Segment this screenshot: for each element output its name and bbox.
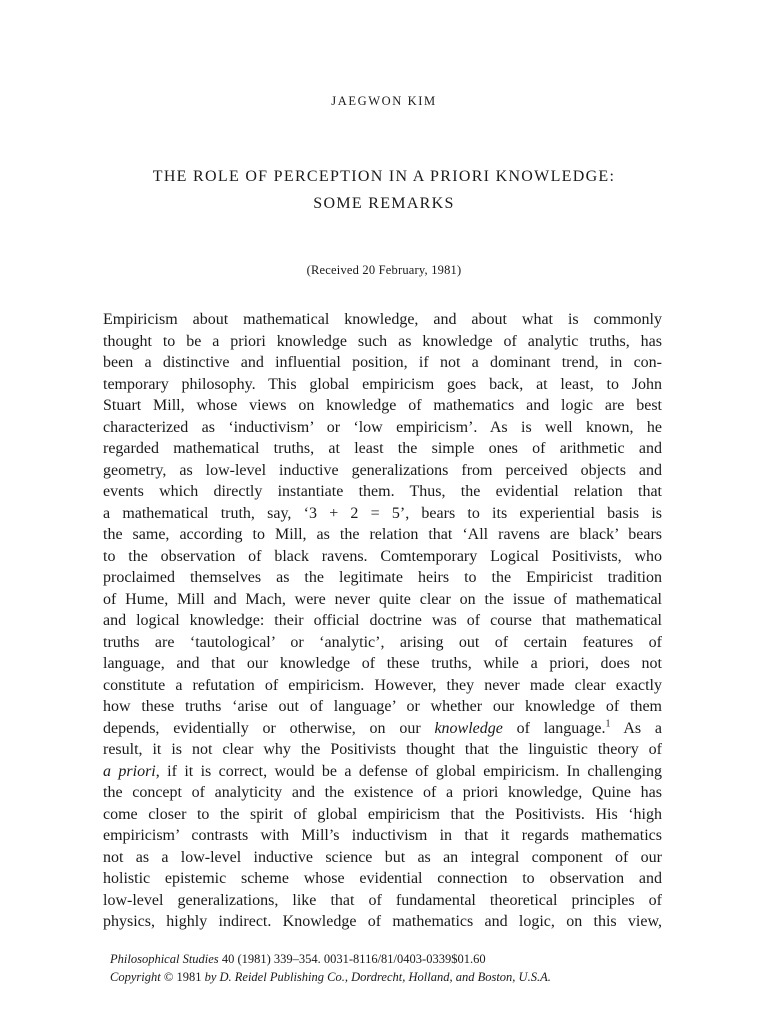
body-line: a mathematical truth, say, ‘3 + 2 = 5’, bears to its experiential basis is xyxy=(103,504,662,522)
body-line: to the observation of black ravens. Comtemporary Logical Positivists, who xyxy=(103,547,662,565)
body-line: not as a low-level inductive science but as an integral component of our xyxy=(103,848,662,866)
line-20-before: depends, evidentially or otherwise, on our xyxy=(103,719,435,737)
line-20-tail: As a xyxy=(610,719,663,737)
body-line: Stuart Mill, whose views on knowledge of mathematics and logic are best xyxy=(103,397,662,414)
body-line: how these truths ‘arise out of language’ or whether our knowledge of them xyxy=(103,698,662,715)
body-line: come closer to the spirit of global empiricism that the Positivists. His ‘high xyxy=(103,805,662,823)
body-line: empiricism’ contrasts with Mill’s inductivism in that it regards mathematics xyxy=(103,827,662,844)
title-line-2: SOME REMARKS xyxy=(313,195,455,212)
citation-line xyxy=(110,950,670,968)
emphasis-a-priori: a priori xyxy=(103,762,156,780)
body-line-with-italic xyxy=(103,761,662,783)
body-line: temporary philosophy. This global empiricism goes back, at least, to John xyxy=(103,375,662,393)
line-20-after: of language. xyxy=(502,719,606,737)
body-line: proclaimed themselves as the legitimate heirs to the Empiricist tradition xyxy=(103,569,662,586)
body-line: language, and that our knowledge of these truths, while a priori, does not xyxy=(103,655,662,672)
copyright-label: Copyright xyxy=(110,970,161,984)
body-line: Empiricism about mathematical knowledge, and about what is commonly xyxy=(103,311,662,328)
emphasis-knowledge: knowledge xyxy=(434,719,503,737)
body-line: regarded mathematical truths, at least the simple ones of arithmetic and xyxy=(103,440,662,457)
body-line: of Hume, Mill and Mach, were never quite clear on the issue of mathematical xyxy=(103,590,662,608)
copyright-publisher: by D. Reidel Publishing Co., Dordrecht, Holland, and Boston, U.S.A. xyxy=(204,970,551,984)
body-text xyxy=(103,309,662,933)
body-line: constitute a refutation of empiricism. However, they never made clear exactly xyxy=(103,676,662,694)
copyright-line xyxy=(110,968,670,986)
journal-volume: 40 xyxy=(221,952,235,966)
article-title xyxy=(0,163,768,217)
body-line: characterized as ‘inductivism’ or ‘low empiricism’. As is well known, he xyxy=(103,418,662,436)
body-line: holistic epistemic scheme whose evidential connection to observation and xyxy=(103,870,662,887)
body-line-with-footnote xyxy=(103,718,662,740)
body-line: the same, according to Mill, as the relation that ‘All ravens are black’ bears xyxy=(103,526,662,543)
line-22-after: , if it is correct, would be a defense of global empiricism. In challenging xyxy=(155,762,663,780)
publication-footer xyxy=(110,950,670,986)
body-line: the concept of analyticity and the existence of a priori knowledge, Quine has xyxy=(103,784,662,801)
body-line: and logical knowledge: their official doctrine was of course that mathematical xyxy=(103,612,662,629)
body-line: physics, highly indirect. Knowledge of mathematics and logic, on this view, xyxy=(103,913,662,930)
body-line: thought to be a priori knowledge such as knowledge of analytic truths, has xyxy=(103,332,662,350)
body-line: geometry, as low-level inductive generalizations from perceived objects and xyxy=(103,461,662,479)
copyright-year: © 1981 xyxy=(160,970,205,984)
received-date: (Received 20 February, 1981) xyxy=(306,263,462,277)
body-line: truths are ‘tautological’ or ‘analytic’, arising out of certain features of xyxy=(103,633,662,651)
author-name: JAEGWON KIM xyxy=(331,94,437,108)
body-line: low-level generalizations, like that of fundamental theoretical principles of xyxy=(103,891,662,909)
body-line: events which directly instantiate them. Thus, the evidential relation that xyxy=(103,483,662,500)
journal-name: Philosophical Studies xyxy=(110,952,219,966)
citation-details: (1981) 339–354. 0031-8116/81/0403-0339$01.60 xyxy=(234,952,486,966)
title-line-1: THE ROLE OF PERCEPTION IN A PRIORI KNOWLEDGE: xyxy=(152,168,616,185)
body-line: result, it is not clear why the Positivists thought that the linguistic theory of xyxy=(103,741,662,758)
footnote-marker: 1 xyxy=(605,718,611,730)
body-line: been a distinctive and influential position, if not a dominant trend, in con- xyxy=(103,354,662,371)
